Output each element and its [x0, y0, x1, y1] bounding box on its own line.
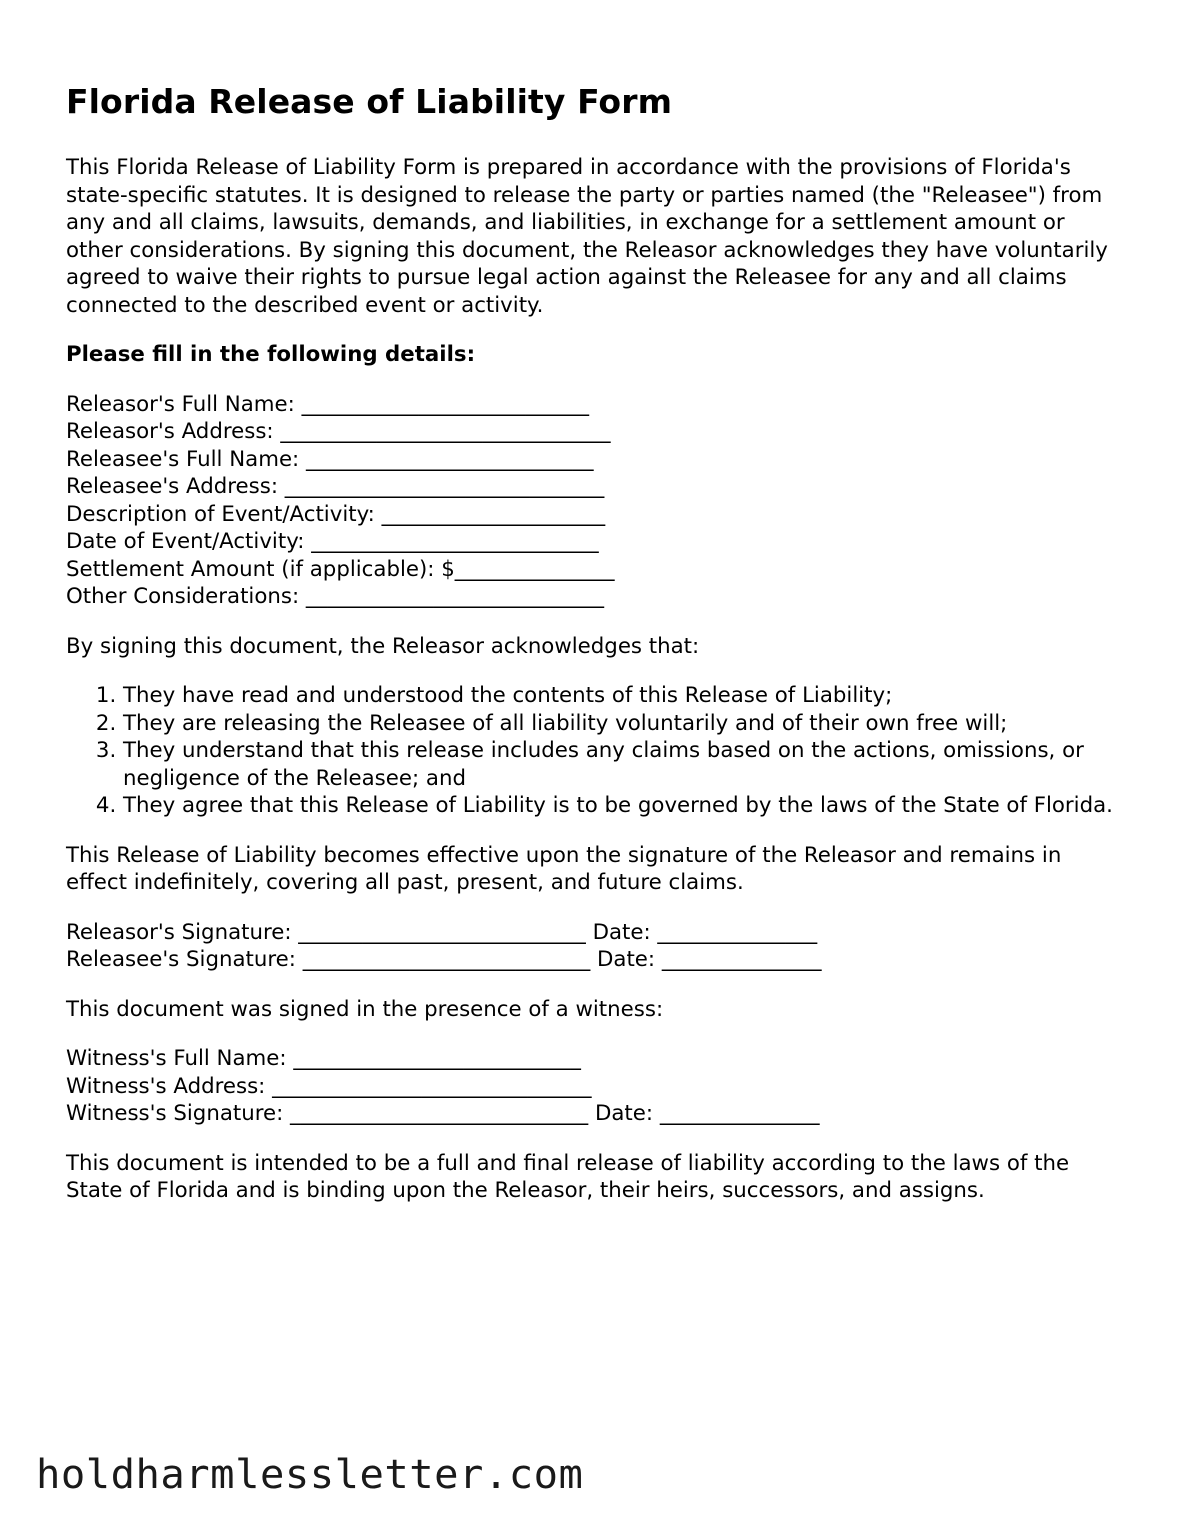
- acknowledgement-item: 1. They have read and understood the contents of this Release of Liability;: [123, 682, 1126, 710]
- field-event-date: Date of Event/Activity: ___________________________: [66, 529, 599, 554]
- witness-name-line: Witness's Full Name: ___________________________: [66, 1046, 581, 1071]
- witness-signature-line: Witness's Signature: ____________________________ Date: _______________: [66, 1101, 820, 1126]
- effective-paragraph: This Release of Liability becomes effective upon the signature of the Releasor and remains in effect indefinitely, covering all past, present, and future claims.: [66, 842, 1062, 895]
- final-paragraph: This document is intended to be a full and final release of liability according to the laws of the State of Florida and is binding upon the Releasor, their heirs, successors, and assigns.: [66, 1150, 1070, 1203]
- witness-intro: This document was signed in the presence of a witness:: [66, 996, 664, 1022]
- witness-fields: [66, 1045, 1126, 1128]
- acknowledgement-item: 3. They understand that this release includes any claims based on the actions, omissions, or negligence of the Releasee; and: [123, 737, 1126, 792]
- watermark-text: holdharmlessletter.com: [36, 1450, 584, 1498]
- details-fields: [66, 391, 1126, 611]
- field-other-considerations: Other Considerations: ____________________________: [66, 584, 605, 609]
- acknowledgement-intro: By signing this document, the Releasor acknowledges that:: [66, 633, 700, 659]
- field-releasor-name: Releasor's Full Name: ___________________________: [66, 391, 590, 417]
- witness-address-line: Witness's Address: ______________________________: [66, 1073, 592, 1099]
- field-settlement-amount: Settlement Amount (if applicable): $_______________: [66, 556, 615, 582]
- acknowledgement-item: 4. They agree that this Release of Liability is to be governed by the laws of the State of Florida.: [123, 792, 1126, 820]
- field-releasee-name: Releasee's Full Name: ___________________________: [66, 446, 594, 472]
- fill-prompt: Please fill in the following details:: [66, 342, 476, 367]
- field-releasee-address: Releasee's Address: ______________________________: [66, 474, 605, 499]
- releasee-signature-line: Releasee's Signature: ___________________________ Date: _______________: [66, 947, 822, 972]
- signature-lines: [66, 919, 1126, 974]
- acknowledgement-list: [66, 682, 1126, 820]
- field-event-description: Description of Event/Activity: _____________________: [66, 501, 606, 527]
- field-releasor-address: Releasor's Address: _______________________________: [66, 419, 611, 444]
- document-page: [66, 80, 1126, 1205]
- acknowledgement-item: 2. They are releasing the Releasee of all liability voluntarily and of their own free will;: [123, 710, 1126, 738]
- releasor-signature-line: Releasor's Signature: ___________________________ Date: _______________: [66, 919, 818, 945]
- document-title: Florida Release of Liability Form: [66, 82, 673, 121]
- intro-paragraph: This Florida Release of Liability Form is prepared in accordance with the provisions of Florida's state-specific statutes. It is designed to release the party or parties named (the "Releasee") from any and all claims, lawsuits, demands, and liabilities, in exchange for a settlement amount or other considerations. By signing this document, the Releasor acknowledges they have voluntarily agreed to waive their rights to pursue legal action against the Releasee for any and all claims connected to the described event or activity.: [66, 155, 1108, 318]
